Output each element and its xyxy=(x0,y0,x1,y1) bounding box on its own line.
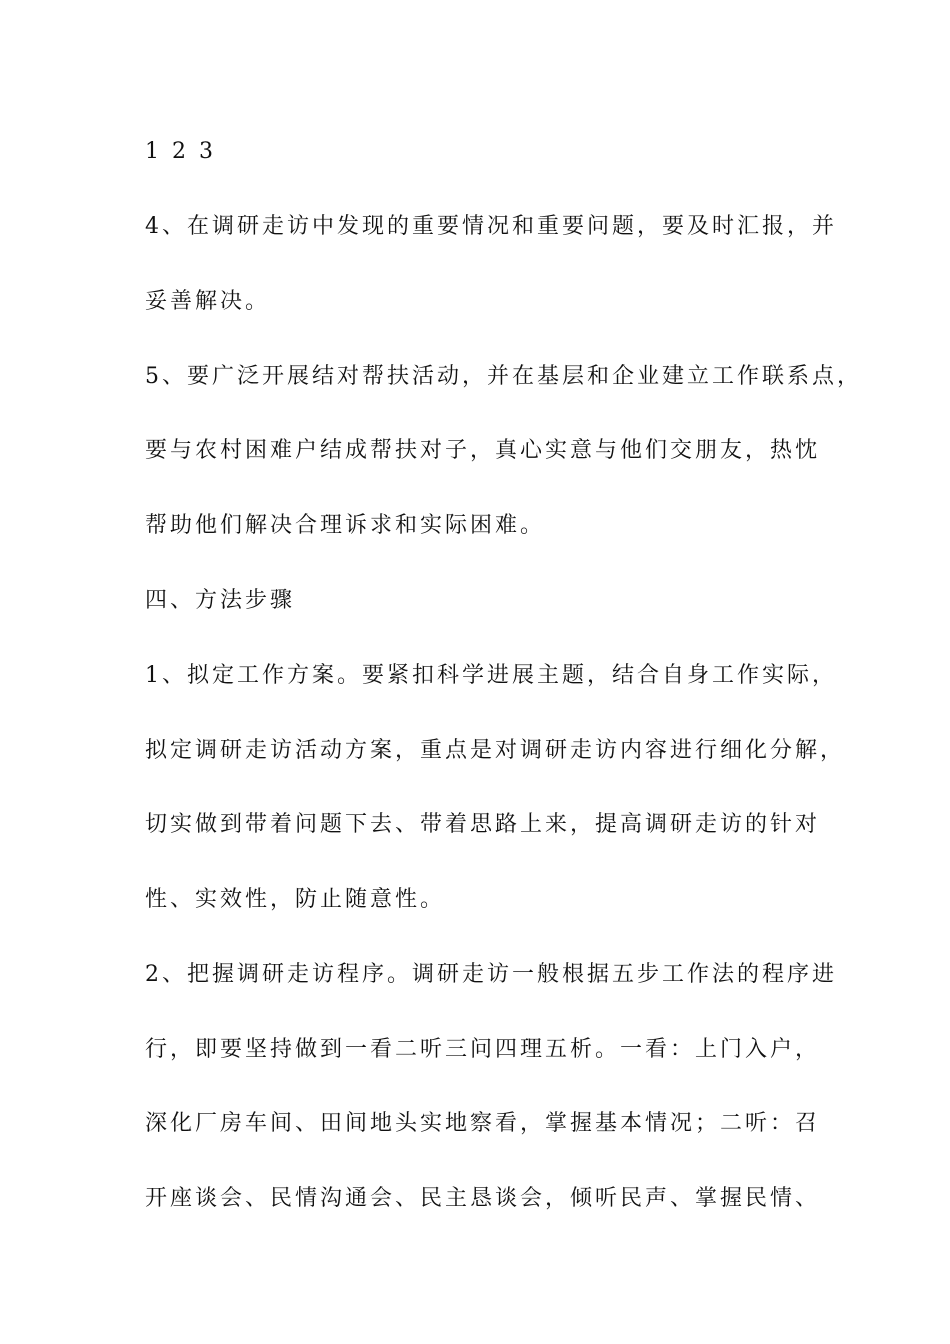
text-line-10: 性、实效性，防止随意性。 xyxy=(145,887,446,912)
text-line-8: 拟定调研走访活动方案，重点是对调研走访内容进行细化分解， xyxy=(145,738,846,763)
text-line-5: 帮助他们解决合理诉求和实际困难。 xyxy=(145,513,546,538)
text-line-1: 4、在调研走访中发现的重要情况和重要问题，要及时汇报，并 xyxy=(145,214,837,239)
text-line-7: 1、拟定工作方案。要紧扣科学进展主题，结合自身工作实际， xyxy=(145,663,837,688)
text-line-3: 5、要广泛开展结对帮扶活动，并在基层和企业建立工作联系点， xyxy=(145,364,862,389)
section-heading: 四、方法步骤 xyxy=(145,588,296,613)
page-number-line: 1 2 3 xyxy=(145,139,216,164)
text-line-12: 行，即要坚持做到一看二听三问四理五析。一看：上门入户， xyxy=(145,1037,821,1062)
text-line-13: 深化厂房车间、田间地头实地察看，掌握基本情况；二听：召 xyxy=(145,1111,821,1136)
text-line-2: 妥善解决。 xyxy=(145,289,271,314)
text-line-4: 要与农村困难户结成帮扶对子，真心实意与他们交朋友，热忱 xyxy=(145,438,821,463)
text-line-9: 切实做到带着问题下去、带着思路上来，提高调研走访的针对 xyxy=(145,812,821,837)
text-line-14: 开座谈会、民情沟通会、民主恳谈会，倾听民声、掌握民情、 xyxy=(145,1186,821,1211)
text-line-11: 2、把握调研走访程序。调研走访一般根据五步工作法的程序进 xyxy=(145,962,837,987)
